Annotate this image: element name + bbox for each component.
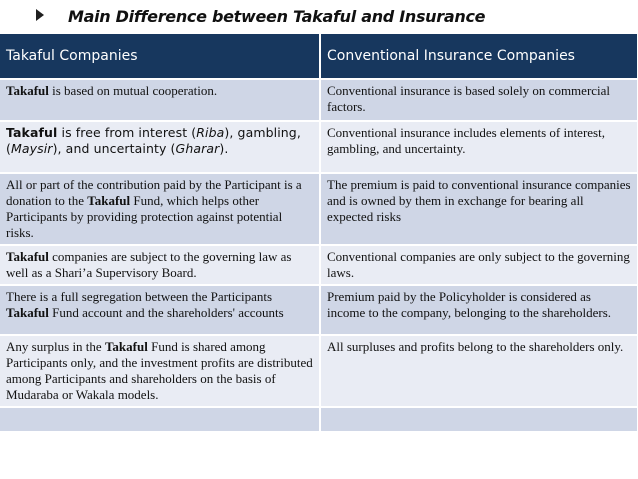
takaful-term: Takaful xyxy=(6,305,49,320)
riba-term: Riba xyxy=(196,125,225,140)
takaful-term: Takaful xyxy=(6,125,58,140)
table-row xyxy=(0,245,638,285)
maysir-term: Maysir xyxy=(10,141,53,156)
takaful-term: Takaful xyxy=(104,339,148,354)
table-row xyxy=(0,79,638,121)
empty-cell xyxy=(0,407,320,431)
cell-text: All or part of the contribution paid by the Participant is a donation to the xyxy=(6,177,302,208)
cell-text: Fund account and the shareholders' accounts xyxy=(48,305,284,320)
cell-text: ). xyxy=(219,141,229,156)
takaful-term: Takaful xyxy=(6,249,49,264)
conventional-cell: All surpluses and profits belong to the shareholders only. xyxy=(320,335,638,407)
header-conventional: Conventional Insurance Companies xyxy=(320,34,638,79)
header-takaful: Takaful Companies xyxy=(0,34,320,79)
conventional-cell: Conventional insurance includes elements of interest, gambling, and uncertainty. xyxy=(320,121,638,173)
cell-text: Fund, which helps other Participants by providing protection against potential risks. xyxy=(6,193,283,240)
takaful-cell xyxy=(0,285,320,335)
table-row-empty xyxy=(0,407,638,431)
cell-text: ), gambling, ( xyxy=(6,125,301,156)
takaful-cell xyxy=(0,79,320,121)
conventional-cell: Conventional companies are only subject to the governing laws. xyxy=(320,245,638,285)
table-row xyxy=(0,335,638,407)
takaful-cell xyxy=(0,121,320,173)
cell-text: There is a full segregation between the Participants xyxy=(6,289,273,304)
conventional-cell: The premium is paid to conventional insurance companies and is owned by them in exchange for bearing all expected risks xyxy=(320,173,638,245)
table-row xyxy=(0,285,638,335)
table-row xyxy=(0,121,638,173)
table-row xyxy=(0,173,638,245)
gharar-term: Gharar xyxy=(175,141,220,156)
takaful-cell xyxy=(0,335,320,407)
cell-text: Fund is shared among Participants only, and the investment profits are distributed among Participants and shareholders on the basis of Mudaraba or Wakala models. xyxy=(6,339,313,402)
cell-text: is free from interest ( xyxy=(57,125,197,140)
takaful-cell xyxy=(0,173,320,245)
takaful-term: Takaful xyxy=(87,193,131,208)
takaful-term: Takaful xyxy=(6,83,49,98)
cell-text: is based on mutual cooperation. xyxy=(48,83,218,98)
slide-title-row xyxy=(0,0,638,34)
comparison-table xyxy=(0,34,638,431)
cell-text: ), and uncertainty ( xyxy=(52,141,176,156)
slide-title: Main Difference between Takaful and Insurance xyxy=(68,7,486,26)
cell-text: companies are subject to the governing law as well as a Shari’a Supervisory Board. xyxy=(6,249,292,280)
conventional-cell: Premium paid by the Policyholder is considered as income to the company, belonging to the shareholders. xyxy=(320,285,638,335)
empty-cell xyxy=(320,407,638,431)
conventional-cell: Conventional insurance is based solely on commercial factors. xyxy=(320,79,638,121)
table-header-row xyxy=(0,34,638,79)
takaful-cell xyxy=(0,245,320,285)
triangle-bullet-icon xyxy=(36,9,44,21)
cell-text: Any surplus in the xyxy=(6,339,105,354)
